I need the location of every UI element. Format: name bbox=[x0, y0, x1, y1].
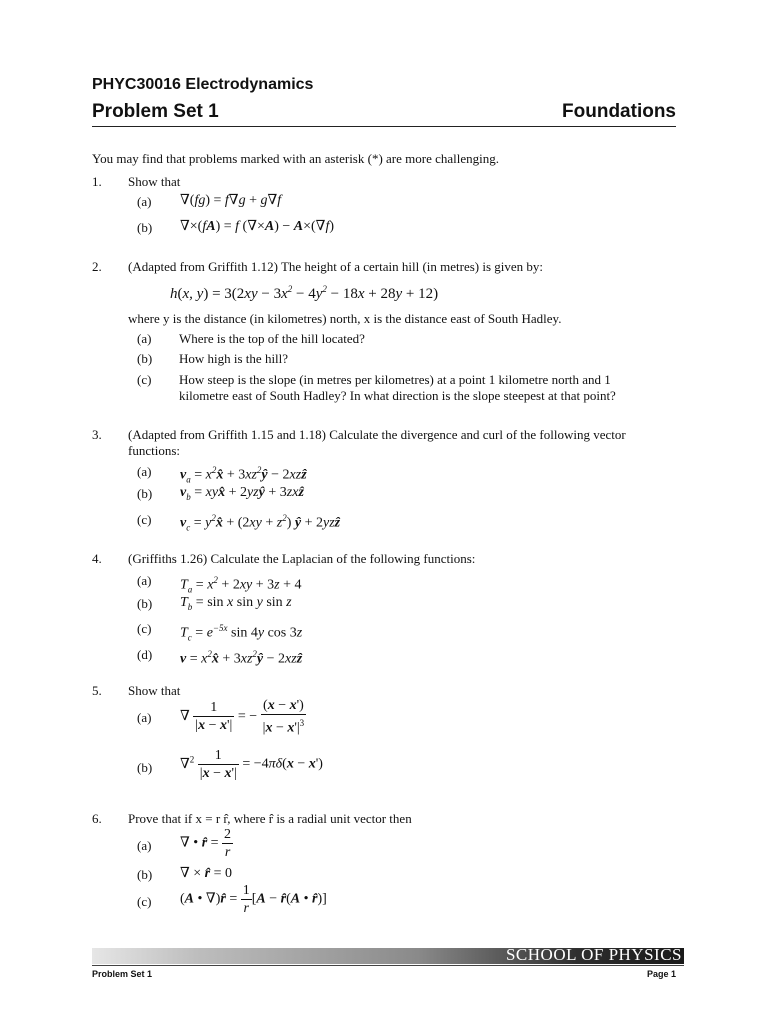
problem-3b-label: (b) bbox=[137, 486, 153, 501]
problem-5a-equation: ∇ $\frac{1}{|x - x'|}$ = − $\frac{(x - x')}{|x - x'|^3}$ bbox=[180, 698, 305, 736]
problem-6a-label: (a) bbox=[137, 838, 152, 853]
problem-3-number: 3. bbox=[92, 427, 102, 442]
problem-5-number: 5. bbox=[92, 683, 102, 698]
problem-3c-equation: $v_c$ = $y^2x̂ + (2xy + z^2)$ ŷ + 2yzẑ bbox=[180, 513, 341, 533]
problem-2a-text: Where is the top of the hill located? bbox=[179, 331, 365, 346]
problem-2b-text: How high is the hill? bbox=[179, 351, 289, 366]
problem-2-text: (Adapted from Griffith 1.12) The height of a certain hill (in metres) is given by: bbox=[128, 259, 544, 274]
problem-1a-equation: ∇(fg) = f∇g + g∇f bbox=[180, 193, 282, 208]
problem-6b-equation: ∇ × r̂ = 0 bbox=[180, 866, 233, 881]
problem-2b-label: (b) bbox=[137, 351, 153, 366]
problem-6b-label: (b) bbox=[137, 867, 153, 882]
problem-4b-label: (b) bbox=[137, 596, 153, 611]
problem-2c-label: (c) bbox=[137, 372, 152, 387]
footer-left-text: Problem Set 1 bbox=[92, 969, 153, 979]
problem-3a-equation: $v_a$ = $x^2x̂$ + $3xz^2ŷ$ − 2xzẑ bbox=[180, 465, 307, 485]
problem-3c-label: (c) bbox=[137, 512, 152, 527]
problem-2-number: 2. bbox=[92, 259, 102, 274]
problem-6-text: Prove that if x = r r̂, where r̂ is a radial unit vector then bbox=[128, 811, 412, 826]
problem-1a-label: (a) bbox=[137, 194, 152, 209]
problem-4c-equation: $T_c = e^{-5x}$ sin 4y cos 3z bbox=[180, 623, 303, 643]
problem-6c-label: (c) bbox=[137, 894, 152, 909]
intro-text: You may find that problems marked with an asterisk (*) are more challenging. bbox=[92, 151, 499, 166]
problem-5b-label: (b) bbox=[137, 760, 153, 775]
problem-1b-label: (b) bbox=[137, 220, 153, 235]
problem-5b-equation: ∇$^2$ $\frac{1}{|x - x'|}$ = −4πδ(x − x') bbox=[180, 748, 323, 781]
problem-2-where-text: where y is the distance (in kilometres) north, x is the distance east of South Hadley. bbox=[128, 311, 562, 326]
topic-title: Foundations bbox=[562, 101, 676, 122]
footer-rule bbox=[92, 965, 684, 966]
problem-3-text-line2: functions: bbox=[128, 443, 180, 458]
problem-5a-label: (a) bbox=[137, 710, 152, 725]
problem-2c-text-line2: kilometre east of South Hadley? In what direction is the slope steepest at that point? bbox=[179, 388, 616, 403]
problem-3a-label: (a) bbox=[137, 464, 152, 479]
problem-3b-equation: $v_b$ = xyx̂ + 2yzŷ + 3zxẑ bbox=[180, 485, 304, 502]
problem-5-text: Show that bbox=[128, 683, 181, 698]
problem-4a-label: (a) bbox=[137, 573, 152, 588]
problem-6a-equation: ∇ • r̂ = $\frac{2}{r}$ bbox=[180, 827, 232, 860]
header-rule bbox=[92, 126, 676, 127]
problem-4d-equation: $v = x^2x̂$ + $3xz^2ŷ$ − 2xzẑ bbox=[180, 649, 303, 667]
problem-6c-equation: (A • ∇)r̂ = $\frac{1}{r}$ [A − r̂(A • r̂)] bbox=[180, 883, 327, 916]
problem-4d-label: (d) bbox=[137, 647, 153, 662]
problem-4-text: (Griffiths 1.26) Calculate the Laplacian of the following functions: bbox=[128, 551, 476, 566]
footer-brand-text: SCHOOL OF PHYSICS bbox=[505, 945, 682, 964]
course-title: PHYC30016 Electrodynamics bbox=[92, 76, 314, 93]
problem-2a-label: (a) bbox=[137, 331, 152, 346]
problem-1-text: Show that bbox=[128, 174, 181, 189]
problem-4a-equation: $T_a = x^2 + 2xy + 3z + 4$ bbox=[180, 575, 302, 595]
problem-set-title: Problem Set 1 bbox=[92, 101, 219, 122]
problem-2c-text: How steep is the slope (in metres per kilometres) at a point 1 kilometre north and 1 bbox=[179, 372, 611, 387]
problem-6-number: 6. bbox=[92, 811, 102, 826]
problem-1-number: 1. bbox=[92, 174, 102, 189]
problem-3-text: (Adapted from Griffith 1.15 and 1.18) Calculate the divergence and curl of the following vector bbox=[128, 427, 626, 442]
footer-right-text: Page 1 bbox=[646, 969, 676, 979]
problem-1b-equation: ∇×(fA) = f (∇×A) − A×(∇f) bbox=[180, 219, 335, 234]
problem-2-equation: h(x, $y) = 3(2xy - 3x^2 - 4y^2 - 18x + 28y + 12)$ bbox=[170, 284, 439, 302]
problem-4b-equation: $T_b = \sin x$ sin y sin z bbox=[180, 595, 292, 612]
problem-4c-label: (c) bbox=[137, 621, 152, 636]
problem-4-number: 4. bbox=[92, 551, 102, 566]
